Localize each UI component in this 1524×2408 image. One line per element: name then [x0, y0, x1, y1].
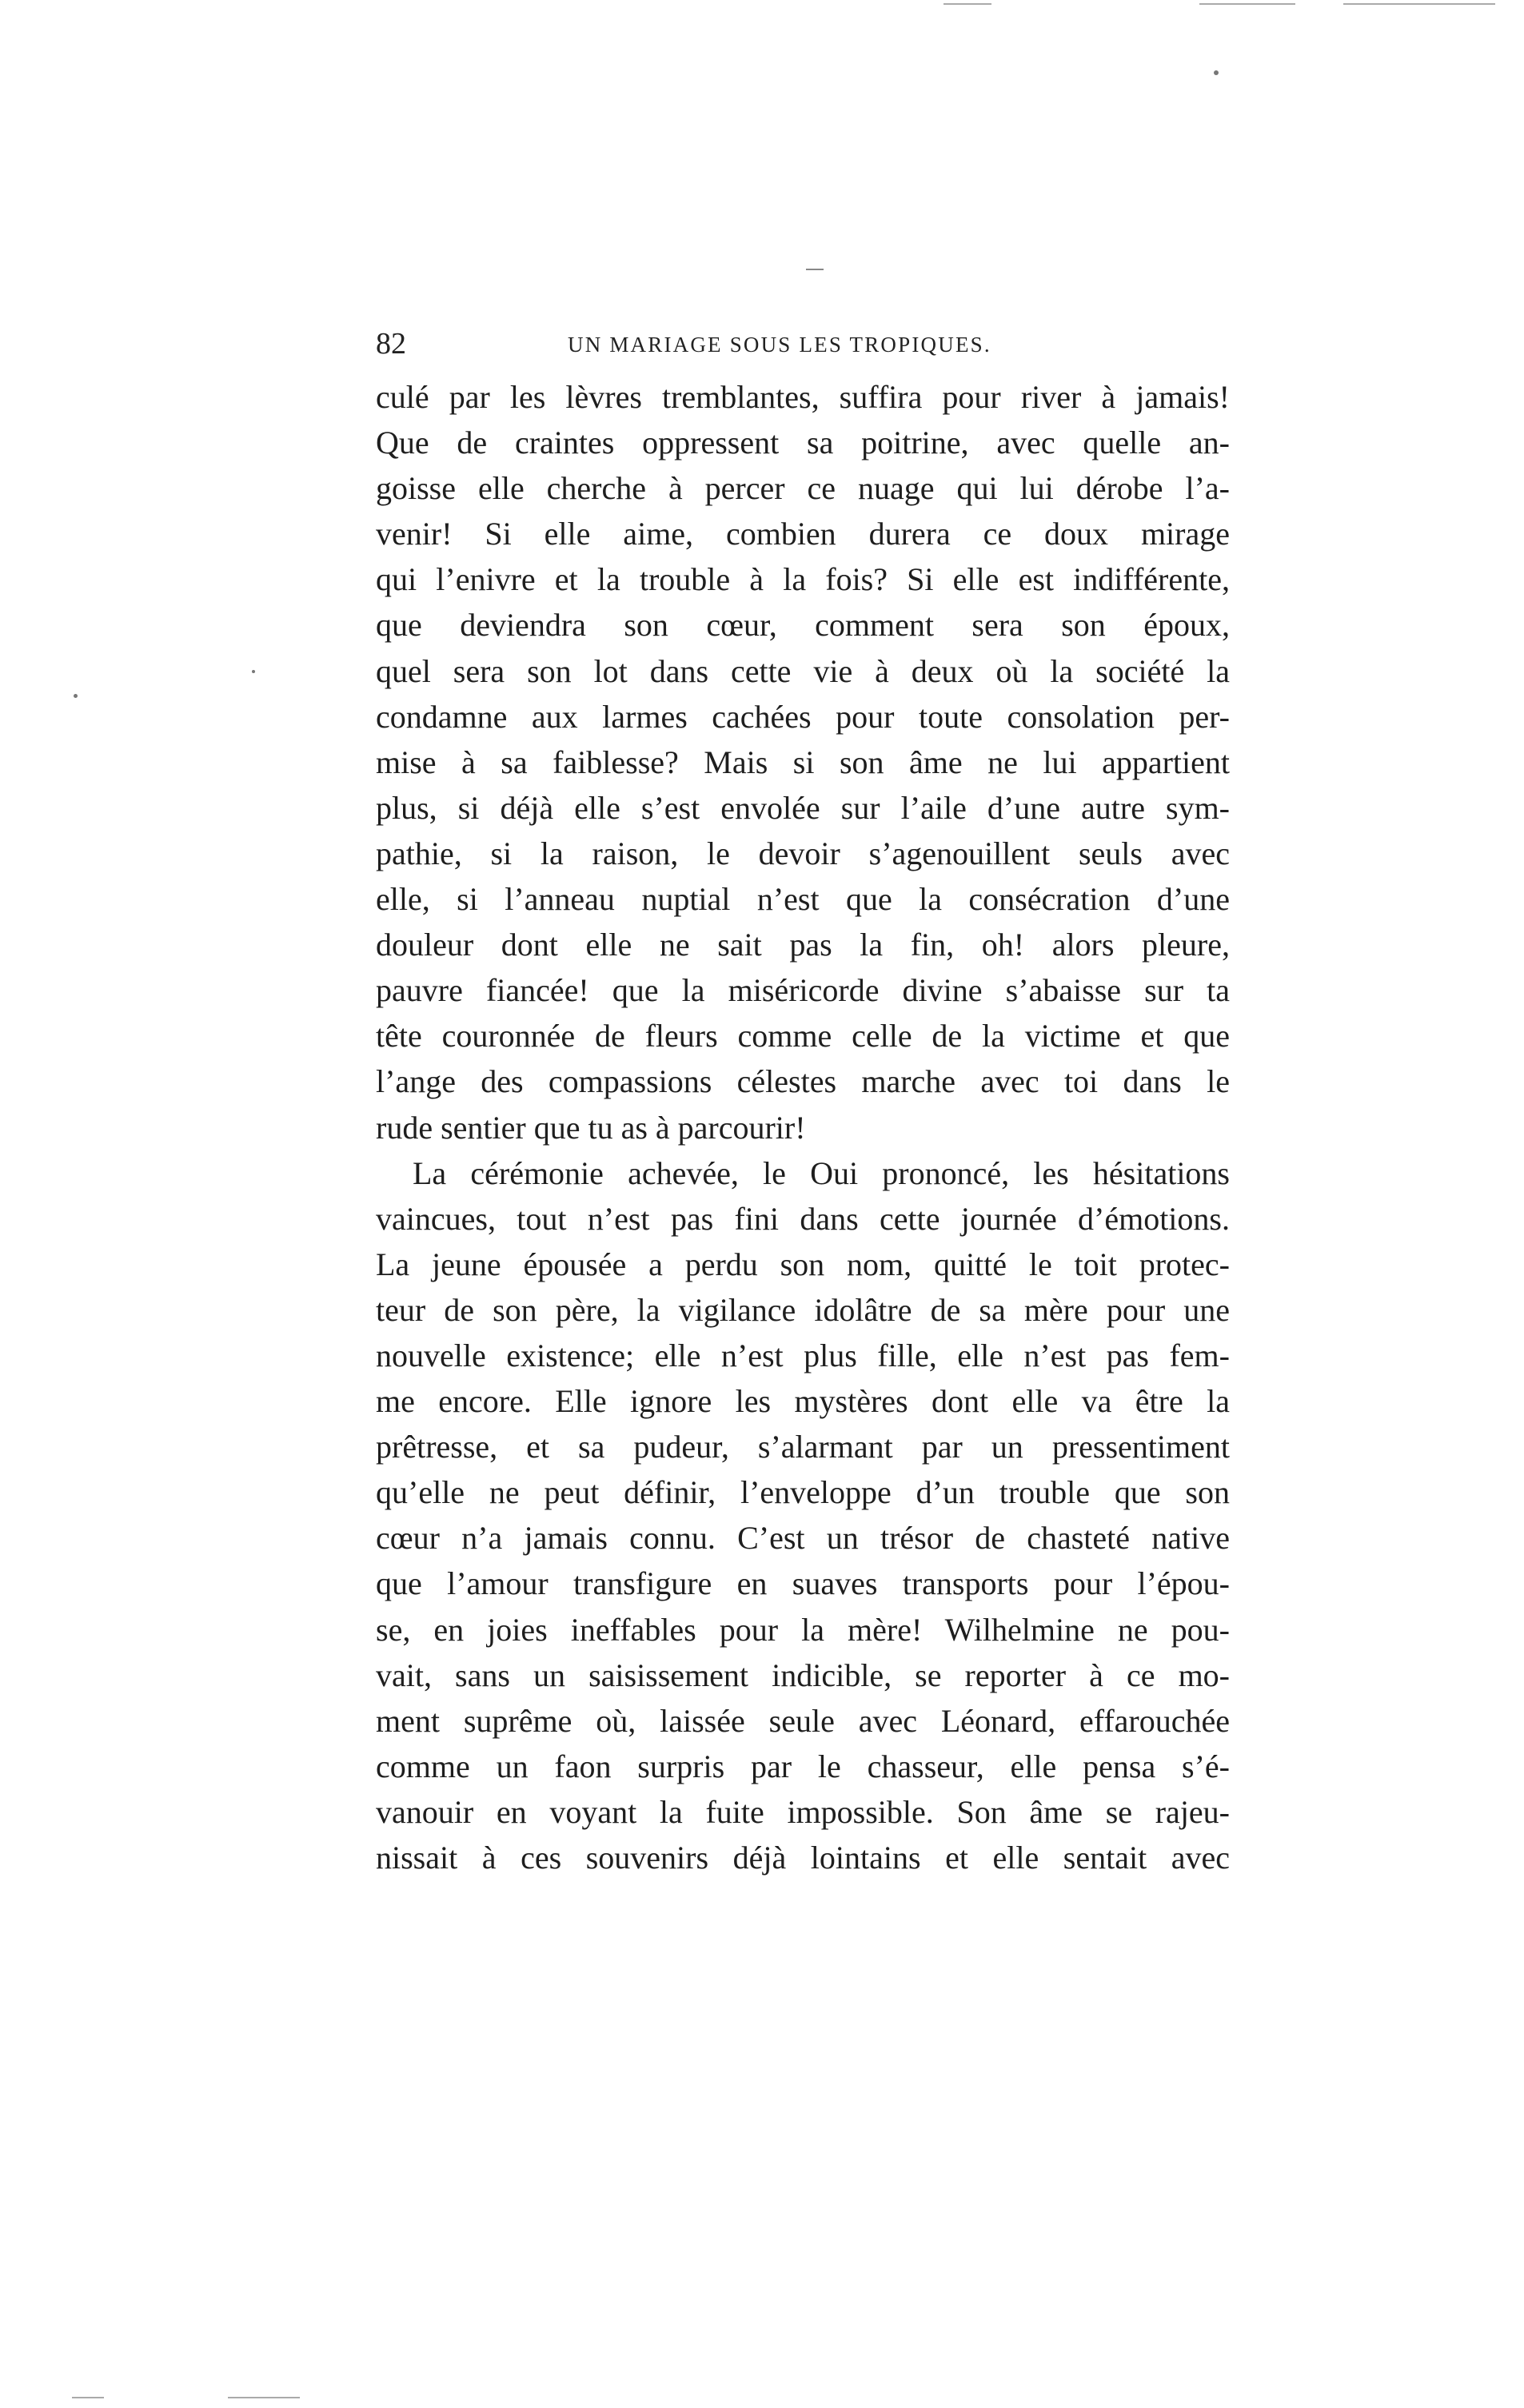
text-line: nissait à ces souvenirs déjà lointains et elle sentait avec: [376, 1840, 1230, 1876]
body-text: [376, 374, 1230, 1880]
text-line: mise à sa faiblesse? Mais si son âme ne lui appartient: [376, 744, 1230, 780]
paragraph-last-line: rude sentier que tu as à parcourir!: [376, 1109, 806, 1146]
text-line: goisse elle cherche à percer ce nuage qui lui dérobe l’a-: [376, 470, 1230, 507]
text-line: quel sera son lot dans cette vie à deux où la société la: [376, 652, 1230, 689]
page-header: [376, 324, 1230, 364]
text-line: que l’amour transfigure en suaves transports pour l’épou-: [376, 1565, 1230, 1602]
text-line: pathie, si la raison, le devoir s’agenouillent seuls avec: [376, 835, 1230, 871]
text-line: l’ange des compassions célestes marche avec toi dans le: [376, 1063, 1230, 1100]
text-line: condamne aux larmes cachées pour toute consolation per-: [376, 698, 1230, 735]
text-line: vaincues, tout n’est pas fini dans cette journée d’émotions.: [376, 1200, 1230, 1237]
paragraph-first-line: La cérémonie achevée, le Oui prononcé, les hésitations: [413, 1154, 1230, 1191]
top-edge-mark: [944, 3, 991, 5]
ink-speck: [1214, 70, 1219, 75]
text-line: teur de son père, la vigilance idolâtre de sa mère pour une: [376, 1291, 1230, 1328]
ink-speck: [74, 694, 78, 698]
text-line: que deviendra son cœur, comment sera son époux,: [376, 607, 1230, 644]
text-line: cœur n’a jamais connu. C’est un trésor de chasteté native: [376, 1520, 1230, 1557]
running-title: UN MARIAGE SOUS LES TROPIQUES.: [568, 333, 991, 357]
page-number: 82: [376, 327, 406, 361]
text-line: La jeune épousée a perdu son nom, quitté le toit protec-: [376, 1246, 1230, 1282]
text-line: douleur dont elle ne sait pas la fin, oh! alors pleure,: [376, 927, 1230, 963]
text-line: me encore. Elle ignore les mystères dont elle va être la: [376, 1383, 1230, 1420]
text-line: se, en joies ineffables pour la mère! Wilhelmine ne pou-: [376, 1611, 1230, 1648]
text-line: Que de craintes oppressent sa poitrine, avec quelle an-: [376, 425, 1230, 461]
top-edge-mark: [1199, 3, 1295, 5]
text-line: ment suprême où, laissée seule avec Léonard, effarouchée: [376, 1702, 1230, 1739]
text-line: comme un faon surpris par le chasseur, elle pensa s’é-: [376, 1748, 1230, 1784]
bottom-edge-mark: [228, 2397, 300, 2398]
text-line: pauvre fiancée! que la miséricorde divine s’abaisse sur ta: [376, 972, 1230, 1009]
text-line: culé par les lèvres tremblantes, suffira pour river à jamais!: [376, 379, 1230, 415]
bottom-edge-mark: [72, 2397, 104, 2398]
text-line: qui l’enivre et la trouble à la fois? Si elle est indifférente,: [376, 561, 1230, 598]
text-line: qu’elle ne peut définir, l’enveloppe d’un trouble que son: [376, 1474, 1230, 1511]
text-line: venir! Si elle aime, combien durera ce doux mirage: [376, 516, 1230, 552]
text-line: tête couronnée de fleurs comme celle de la victime et que: [376, 1018, 1230, 1054]
top-edge-mark: [1343, 3, 1495, 5]
text-line: vait, sans un saisissement indicible, se reporter à ce mo-: [376, 1656, 1230, 1693]
ink-dash: [806, 269, 824, 270]
text-line: plus, si déjà elle s’est envolée sur l’aile d’une autre sym-: [376, 789, 1230, 826]
text-line: vanouir en voyant la fuite impossible. Son âme se rajeu-: [376, 1793, 1230, 1830]
text-line: elle, si l’anneau nuptial n’est que la consécration d’une: [376, 881, 1230, 918]
text-line: prêtresse, et sa pudeur, s’alarmant par un pressentiment: [376, 1429, 1230, 1465]
text-line: nouvelle existence; elle n’est plus fille, elle n’est pas fem-: [376, 1337, 1230, 1373]
ink-speck: [252, 670, 255, 673]
